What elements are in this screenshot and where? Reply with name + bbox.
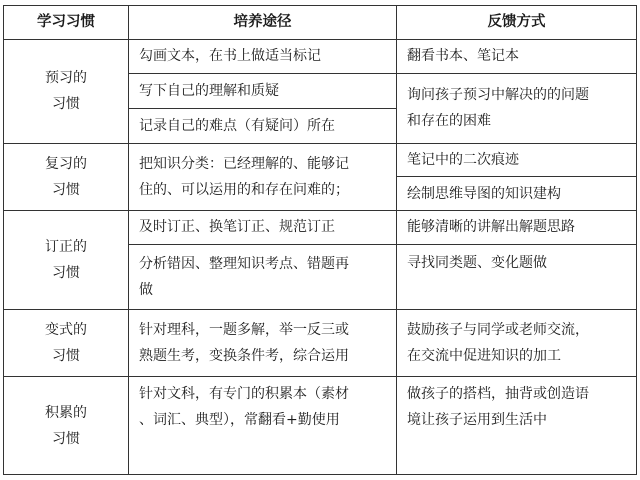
feedback-cell: 能够清晰的讲解出解题思路 [397, 210, 637, 244]
habit-cell-variation: 变式的 习惯 [4, 309, 129, 376]
habit-cell-correction: 订正的 习惯 [4, 210, 129, 309]
table-row [4, 39, 637, 74]
table-row [4, 377, 637, 475]
method-cell: 及时订正、换笔订正、规范订正 [129, 210, 397, 244]
method-cell: 针对文科，有专门的积累本（素材 、词汇、典型），常翻看+勤使用 [129, 377, 397, 475]
study-habits-table [3, 5, 637, 475]
feedback-cell: 翻看书本、笔记本 [397, 39, 637, 74]
feedback-cell: 鼓励孩子与同学或老师交流， 在交流中促进知识的加工 [397, 309, 637, 376]
feedback-cell: 寻找同类题、变化题做 [397, 244, 637, 309]
feedback-cell: 做孩子的搭档，抽背或创造语 境让孩子运用到生活中 [397, 377, 637, 475]
feedback-cell: 询问孩子预习中解决的的问题 和存在的困难 [397, 74, 637, 143]
table-row [4, 143, 637, 177]
header-feedback: 反馈方式 [397, 6, 637, 40]
method-cell: 针对理科，一题多解，举一反三或 熟题生考，变换条件考，综合运用 [129, 309, 397, 376]
method-cell: 勾画文本，在书上做适当标记 [129, 39, 397, 74]
table-row [4, 309, 637, 376]
feedback-cell: 笔记中的二次痕迹 [397, 143, 637, 177]
method-cell: 把知识分类：已经理解的、能够记 住的、可以运用的和存在问难的； [129, 143, 397, 210]
habit-cell-accumulation: 积累的 习惯 [4, 377, 129, 475]
habit-cell-preview: 预习的 习惯 [4, 39, 129, 143]
header-row [4, 6, 637, 40]
table-row [4, 210, 637, 244]
header-method: 培养途径 [129, 6, 397, 40]
header-habit: 学习习惯 [4, 6, 129, 40]
method-cell: 记录自己的难点（有疑问）所在 [129, 108, 397, 143]
feedback-cell: 绘制思维导图的知识建构 [397, 177, 637, 211]
method-cell: 分析错因、整理知识考点、错题再 做 [129, 244, 397, 309]
habit-cell-review: 复习的 习惯 [4, 143, 129, 210]
method-cell: 写下自己的理解和质疑 [129, 74, 397, 109]
